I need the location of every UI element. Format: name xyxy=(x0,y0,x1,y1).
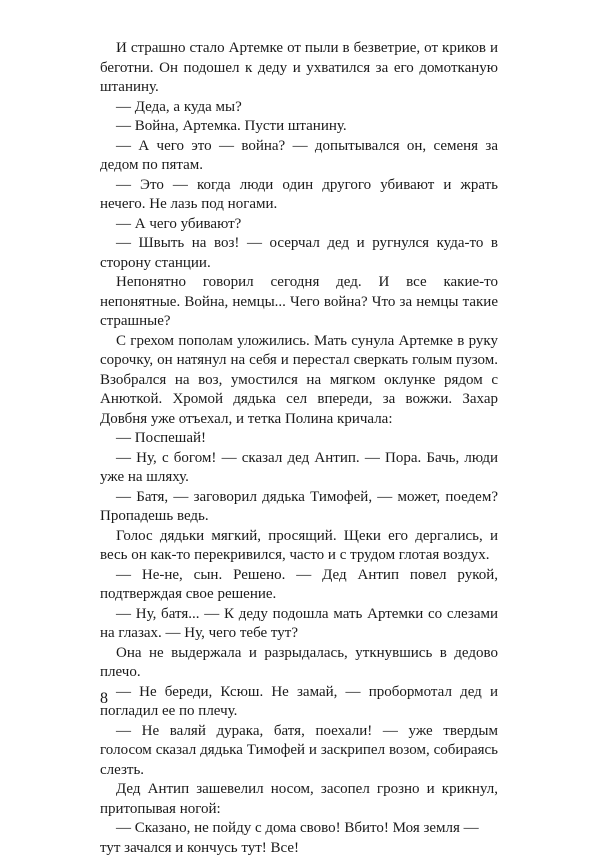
paragraph: — Это — когда люди один другого убивают и жрать нечего. Не лазь под ногами. xyxy=(100,176,498,212)
paragraph: — А чего убивают? xyxy=(116,215,242,232)
paragraph: — Сказано, не пойду с дома свово! Вбито! Моя земля — тут зачался и кончусь тут! Все! xyxy=(100,820,479,856)
paragraph: — Не валяй дурака, батя, поехали! — уже твердым голосом сказал дядька Тимофей и заскрипел возом, собираясь слезть. xyxy=(100,722,498,778)
paragraph: — Деда, а куда мы? xyxy=(116,98,242,115)
paragraph: — Не береди, Ксюш. Не замай, — пробормотал дед и погладил ее по плечу. xyxy=(100,683,498,719)
paragraph: — Поспешай! xyxy=(116,430,207,446)
paragraph: — Ну, с богом! — сказал дед Антип. — Пора. Бачь, люди уже на шляху. xyxy=(100,449,498,485)
paragraph: И страшно стало Артемке от пыли в безветрие, от криков и беготни. Он подошел к деду и ухватился за его домотканую штанину. xyxy=(100,40,498,95)
paragraph: Дед Антип зашевелил носом, засопел грозно и крикнул, притопывая ногой: xyxy=(100,781,498,817)
paragraph: — Война, Артемка. Пусти штанину. xyxy=(116,118,347,134)
paragraph: Голос дядьки мягкий, просящий. Щеки его дергались, и весь он как-то перекривился, часто и с трудом глотая воздух. xyxy=(100,527,498,563)
paragraph: — Батя, — заговорил дядька Тимофей, — может, поедем? Пропадешь ведь. xyxy=(100,488,498,524)
paragraph: — Швыть на воз! — осерчал дед и ругнулся куда-то в сторону станции. xyxy=(100,235,498,271)
page-number: 8 xyxy=(100,690,108,707)
paragraph: Она не выдержала и разрыдалась, уткнувшись в дедово плечо. xyxy=(100,644,498,680)
page-text xyxy=(100,39,498,858)
paragraph: С грехом пополам уложились. Мать сунула Артемке в руку сорочку, он натянул на себя и перестал сверкать голым пузом. Взобрался на воз, умостился на мягком оклунке рядом с Анюткой. Хромой дядька сел впереди, за вожжи. Захар Довбня уже отъехал, и тетка Полина кричала: xyxy=(100,332,498,427)
paragraph: — Не-не, сын. Решено. — Дед Антип повел рукой, подтверждая свое решение. xyxy=(100,566,498,602)
paragraph: — А чего это — война? — допытывался он, семеня за дедом по пятам. xyxy=(100,137,498,173)
paragraph: Непонятно говорил сегодня дед. И все какие-то непонятные. Война, немцы... Чего война? Что за немцы такие страшные? xyxy=(100,274,498,329)
paragraph: — Ну, батя... — К деду подошла мать Артемки со слезами на глазах. — Ну, чего тебе тут? xyxy=(100,605,498,641)
